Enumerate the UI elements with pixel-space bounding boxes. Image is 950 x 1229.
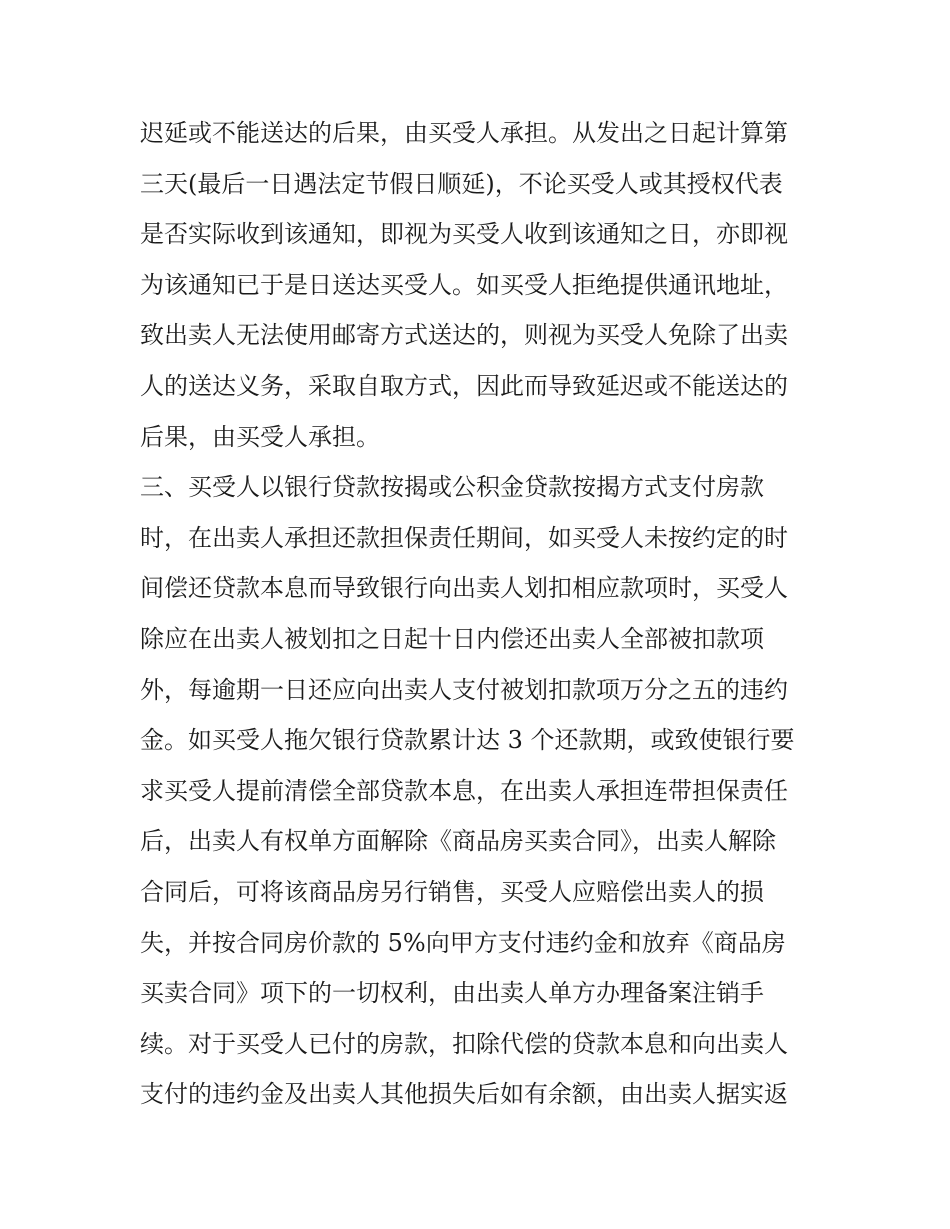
- text-line: 后果，由买受人承担。: [140, 422, 380, 451]
- text-line: 三、买受人以银行贷款按揭或公积金贷款按揭方式支付房款: [140, 473, 764, 502]
- text-line: 支付的违约金及出卖人其他损失后如有余额，由出卖人据实返: [140, 1080, 788, 1109]
- text-line: 续。对于买受人已付的房款，扣除代偿的贷款本息和向出卖人: [140, 1029, 788, 1058]
- text-line: 人的送达义务，采取自取方式，因此而导致延迟或不能送达的: [140, 371, 788, 400]
- text-line: 间偿还贷款本息而导致银行向出卖人划扣相应款项时，买受人: [140, 574, 788, 603]
- body-text: [140, 108, 820, 1120]
- text-line: 买卖合同》项下的一切权利，由出卖人单方办理备案注销手: [140, 979, 764, 1008]
- text-line: 失，并按合同房价款的 5%向甲方支付违约金和放弃《商品房: [140, 928, 786, 957]
- text-line: 合同后，可将该商品房另行销售，买受人应赔偿出卖人的损: [140, 877, 764, 906]
- text-line: 三天(最后一日遇法定节假日顺延)，不论买受人或其授权代表: [140, 169, 783, 198]
- text-line: 为该通知已于是日送达买受人。如买受人拒绝提供通讯地址，: [140, 270, 788, 299]
- text-line: 迟延或不能送达的后果，由买受人承担。从发出之日起计算第: [140, 119, 788, 147]
- text-line: 后，出卖人有权单方面解除《商品房买卖合同》，出卖人解除: [140, 827, 776, 856]
- text-line: 外，每逾期一日还应向出卖人支付被划扣款项万分之五的违约: [140, 675, 788, 704]
- text-line: 金。如买受人拖欠银行贷款累计达 3 个还款期，或致使银行要: [140, 726, 795, 755]
- text-line: 求买受人提前清偿全部贷款本息，在出卖人承担连带担保责任: [140, 776, 788, 805]
- text-line: 除应在出卖人被划扣之日起十日内偿还出卖人全部被扣款项: [140, 624, 764, 653]
- text-line: 时，在出卖人承担还款担保责任期间，如买受人未按约定的时: [140, 523, 788, 552]
- text-line: 是否实际收到该通知，即视为买受人收到该通知之日，亦即视: [140, 220, 788, 249]
- text-line: 致出卖人无法使用邮寄方式送达的，则视为买受人免除了出卖: [140, 321, 788, 350]
